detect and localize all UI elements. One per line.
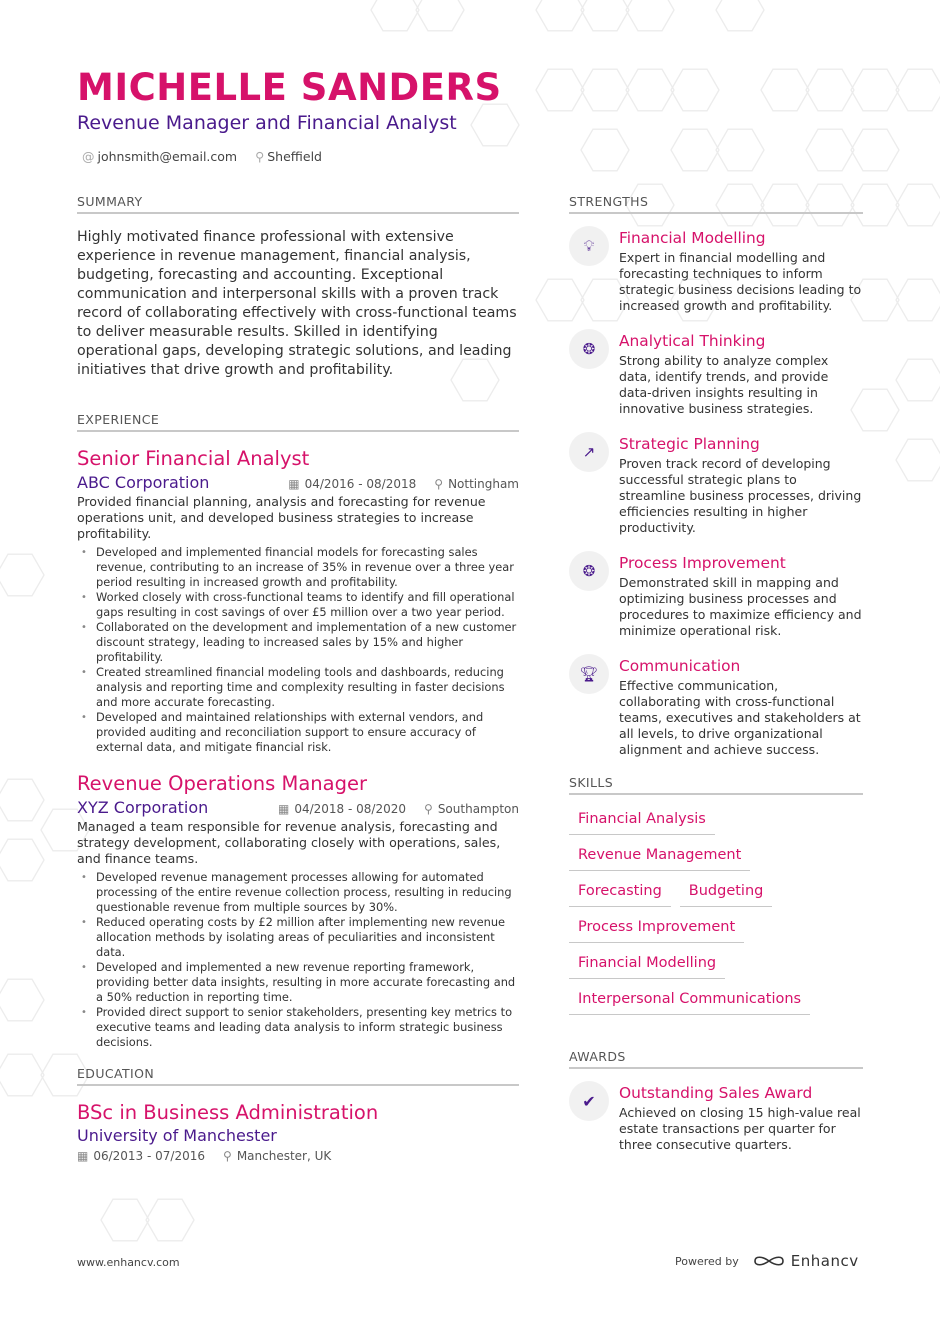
strengths-list <box>569 228 863 758</box>
job-entry <box>77 771 519 1050</box>
skills-heading: SKILLS <box>569 775 863 795</box>
map-pin-icon: ⚲ <box>434 477 444 491</box>
job-location <box>434 477 519 491</box>
job-company: ABC Corporation <box>77 473 210 492</box>
strength-item <box>569 228 863 314</box>
lightbulb-icon: 💡︎ <box>569 226 609 266</box>
strength-description: Demonstrated skill in mapping and optimizing business processes and procedures to maximize efficiency and minimize operational risk. <box>619 575 862 638</box>
awards-heading: AWARDS <box>569 1049 863 1069</box>
strategy-icon: ↗ <box>569 432 609 472</box>
skill-tag: Financial Analysis <box>569 807 715 835</box>
skill-tag: Financial Modelling <box>569 951 725 979</box>
calendar-icon: ▦ <box>77 1149 89 1163</box>
job-bullet: • Collaborated on the development and implementation of a new customer discount strategy, leading to increased sales by 15% and higher profitability. <box>77 620 519 665</box>
education-degree: BSc in Business Administration <box>77 1101 379 1124</box>
skill-tag: Forecasting <box>569 879 671 907</box>
job-location-text: Nottingham <box>448 477 519 491</box>
strength-body <box>619 656 863 758</box>
experience-list <box>77 446 519 1050</box>
contact-email[interactable]: @ johnsmith@email.com <box>82 149 238 164</box>
job-title: Senior Financial Analyst <box>77 447 310 470</box>
job-title: Revenue Operations Manager <box>77 772 367 795</box>
powered-by-label: Powered by <box>675 1254 739 1268</box>
skill-tag: Interpersonal Communications <box>569 987 810 1015</box>
job-location-text: Southampton <box>437 802 519 816</box>
job-bullet: • Developed and implemented a new revenue reporting framework, providing better data insights, resulting in more accurate forecasting and a 50% reduction in reporting time. <box>77 960 519 1005</box>
job-entry <box>77 446 519 755</box>
summary-heading: SUMMARY <box>77 194 519 214</box>
map-pin-icon: ⚲ <box>424 802 433 816</box>
enhancv-logo[interactable]: Enhancv <box>753 1252 859 1270</box>
job-bullet: • Provided direct support to senior stakeholders, presenting key metrics to executive teams and leading data analysis to inform strategic business decisions. <box>77 1005 519 1050</box>
skills-list <box>569 807 863 1023</box>
strength-item <box>569 656 863 758</box>
brain-icon: ❂ <box>569 551 609 591</box>
candidate-role: Revenue Manager and Financial Analyst <box>77 112 457 134</box>
calendar-icon: ▦ <box>288 477 300 491</box>
strength-description: Proven track record of developing successful strategic plans to streamline business processes, driving efficiencies resulting in higher productivity. <box>619 456 862 535</box>
job-bullet: • Developed and implemented financial models for forecasting sales revenue, contributing to an increase of 35% in revenue over a three year period resulting in increased growth and profitability. <box>77 545 519 590</box>
education-location: ⚲ Manchester, UK <box>223 1149 332 1163</box>
strength-title: Communication <box>619 657 741 675</box>
brain-icon: ❂ <box>569 329 609 369</box>
education-heading: EDUCATION <box>77 1066 519 1086</box>
job-bullet: • Created streamlined financial modeling tools and dashboards, reducing analysis and reporting time and complexity resulting in faster decisions and more accurate forecasting. <box>77 665 519 710</box>
strength-body <box>619 434 863 536</box>
awards-list <box>569 1083 863 1153</box>
job-bullet: • Worked closely with cross-functional teams to identify and fill operational gaps resulting in cost savings of over £5 million over a two year period. <box>77 590 519 620</box>
job-dates <box>278 802 406 816</box>
skill-tag: Process Improvement <box>569 915 744 943</box>
right-column <box>569 194 863 1153</box>
award-body <box>619 1083 863 1153</box>
map-pin-icon: ⚲ <box>255 149 265 164</box>
job-description: Managed a team responsible for revenue analysis, forecasting and strategy development, collaborating closely with operations, sales, and finance teams. <box>77 819 501 866</box>
strength-item <box>569 434 863 536</box>
contact-location: ⚲ Sheffield <box>255 149 322 164</box>
job-meta <box>288 477 519 491</box>
enhancv-logo-icon <box>753 1253 785 1269</box>
strength-title: Financial Modelling <box>619 229 766 247</box>
skill-tag: Budgeting <box>680 879 773 907</box>
education-school: University of Manchester <box>77 1126 277 1145</box>
job-bullet: • Reduced operating costs by £2 million after implementing new revenue allocation methods by isolating areas of peculiarities and inconsistent data. <box>77 915 519 960</box>
award-item <box>569 1083 863 1153</box>
strength-body <box>619 228 863 314</box>
strength-item <box>569 553 863 639</box>
at-icon: @ <box>82 149 95 164</box>
strengths-heading: STRENGTHS <box>569 194 863 214</box>
job-bullets <box>77 870 519 1050</box>
job-header-row <box>77 473 519 492</box>
strength-body <box>619 553 863 639</box>
strength-title: Analytical Thinking <box>619 332 766 350</box>
experience-heading: EXPERIENCE <box>77 412 519 432</box>
left-column <box>77 194 519 1163</box>
job-description: Provided financial planning, analysis and forecasting for revenue operations unit, and developed business strategies to increase profitability. <box>77 494 486 541</box>
candidate-name: MICHELLE SANDERS <box>77 66 502 109</box>
job-dates <box>288 477 416 491</box>
summary-text: Highly motivated finance professional with extensive experience in revenue management, financial analysis, budgeting, forecasting and accounting. Exceptional communication and interpersonal skills with a proven track record of collaborating effectively with cross-functional teams to deliver measurable results. Skilled in identifying operational gaps, developing strategic solutions, and leading initiatives that drive growth and profitability. <box>77 229 517 378</box>
map-pin-icon: ⚲ <box>223 1149 232 1163</box>
education-entry <box>77 1100 519 1163</box>
award-description: Achieved on closing 15 high-value real estate transactions per quarter for three consecutive quarters. <box>619 1105 861 1152</box>
education-meta <box>77 1149 519 1163</box>
footer-branding <box>675 1252 859 1270</box>
strength-description: Strong ability to analyze complex data, identify trends, and provide data-driven insights resulting in innovative business strategies. <box>619 353 829 416</box>
strength-item <box>569 331 863 417</box>
job-dates-text: 04/2016 - 08/2018 <box>304 477 417 491</box>
footer-website[interactable]: www.enhancv.com <box>77 1256 180 1269</box>
job-bullets <box>77 545 519 755</box>
job-header-row <box>77 798 519 817</box>
job-dates-text: 04/2018 - 08/2020 <box>294 802 407 816</box>
award-title: Outstanding Sales Award <box>619 1084 813 1102</box>
contact-row <box>82 149 322 164</box>
strength-title: Process Improvement <box>619 554 786 572</box>
strength-description: Expert in financial modelling and forecasting techniques to inform strategic business decisions leading to increased growth and profitability. <box>619 250 862 313</box>
job-company: XYZ Corporation <box>77 798 209 817</box>
job-bullet: • Developed and maintained relationships with external vendors, and provided auditing and reconciliation support to ensure accuracy of external data, and mitigate financial risk. <box>77 710 519 755</box>
job-bullet: • Developed revenue management processes allowing for automated processing of the entire revenue collection process, resulting in reducing questionable revenue from multiple sources by 30%. <box>77 870 519 915</box>
strength-description: Effective communication, collaborating with cross-functional teams, executives and stakeholders at all levels, to drive organizational alignment and achieve success. <box>619 678 861 757</box>
education-dates: ▦ 06/2013 - 07/2016 <box>77 1149 206 1163</box>
job-meta <box>278 802 519 816</box>
checkmark-icon: ✔ <box>569 1081 609 1121</box>
trophy-icon: 🏆︎ <box>569 654 609 694</box>
job-location <box>424 802 519 816</box>
skill-tag: Revenue Management <box>569 843 750 871</box>
calendar-icon: ▦ <box>278 802 290 816</box>
strength-body <box>619 331 863 417</box>
strength-title: Strategic Planning <box>619 435 760 453</box>
